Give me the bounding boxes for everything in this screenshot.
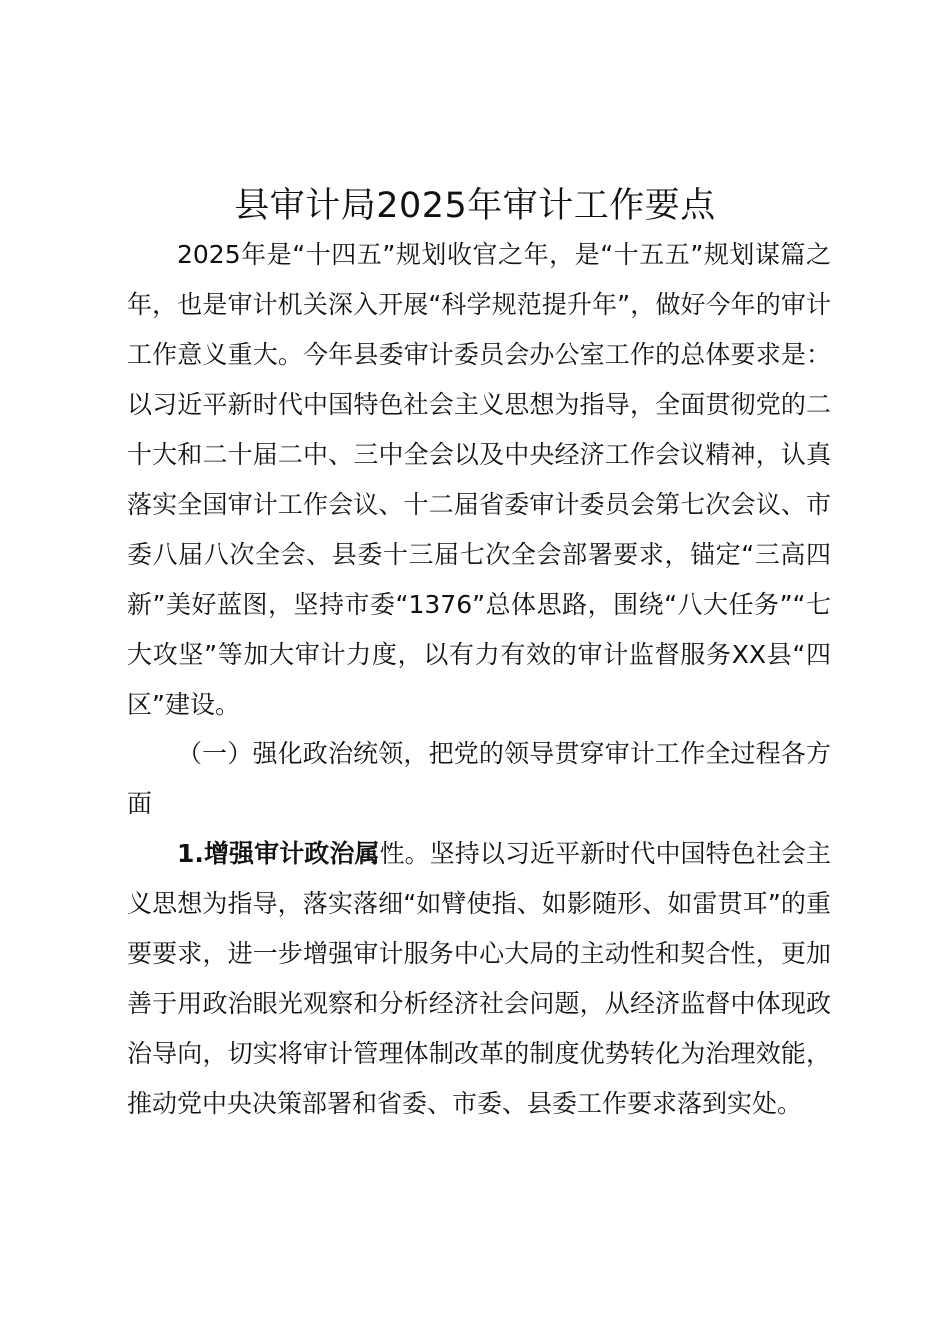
item-body: 性。坚持以习近平新时代中国特色社会主义思想为指导，落实落细“如臂使指、如影随形、如雷贯耳”的重要要求，进一步增强审计服务中心大局的主动性和契合性，更加善于用政治眼光观察和分析经济社会问题，从经济监督中体现政治导向，切实将审计管理体制改革的制度优势转化为治理效能，推动党中央决策部署和省委、市委、县委工作要求落到实处。 <box>127 839 831 1118</box>
item-paragraph <box>127 829 831 1129</box>
item-lead: 1.增强审计政治属 <box>177 839 380 868</box>
section-heading: （一）强化政治统领，把党的领导贯穿审计工作全过程各方面 <box>127 739 831 818</box>
document-title: 县审计局2025年审计工作要点 <box>234 186 716 226</box>
intro-paragraph: 2025年是“十四五”规划收官之年，是“十五五”规划谋篇之年，也是审计机关深入开展“科学规范提升年”，做好今年的审计工作意义重大。今年县委审计委员会办公室工作的总体要求是：以习近平新时代中国特色社会主义思想为指导，全面贯彻党的二十大和二十届二中、三中全会以及中央经济工作会议精神，认真落实全国审计工作会议、十二届省委审计委员会第七次会议、市委八届八次全会、县委十三届七次全会部署要求，锚定“三高四新”美好蓝图，坚持市委“1376”总体思路，围绕“八大任务”“七大攻坚”等加大审计力度，以有力有效的审计监督服务XX县“四区”建设。 <box>127 240 831 719</box>
